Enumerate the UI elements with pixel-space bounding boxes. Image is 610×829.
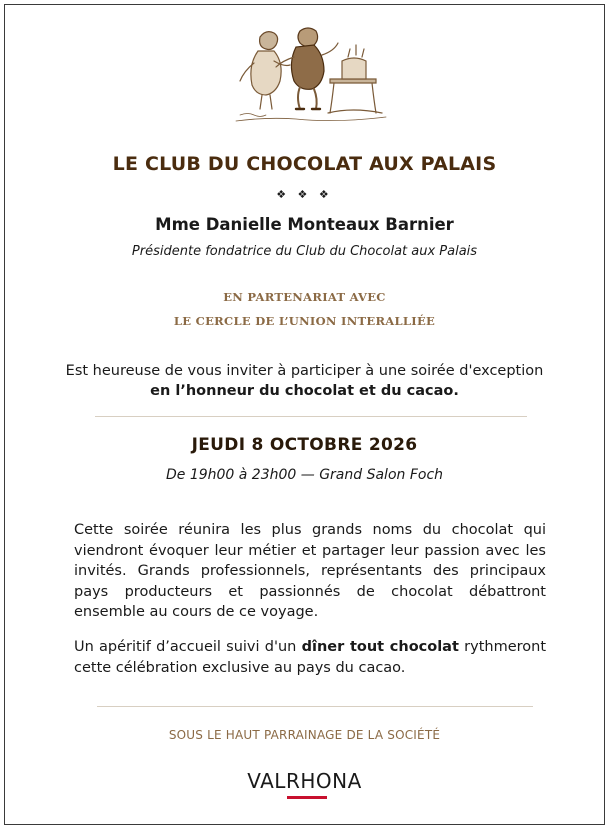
partner-name: LE CERCLE DE L’UNION INTERALLIÉE	[173, 314, 436, 328]
patronage-label: SOUS LE HAUT PARRAINAGE DE LA SOCIÉTÉ	[168, 728, 441, 742]
menu-text-start: Un apéritif d’accueil suivi d'un	[74, 639, 302, 655]
invitation-line: Est heureuse de vous inviter à participer à une soirée d'exception	[65, 363, 544, 379]
logo-text: VALRHONA	[247, 769, 362, 793]
description-paragraph: Cette soirée réunira les plus grands noms du chocolat qui viendront évoquer leur métier et partager leur passion avec les invités. Grands professionnels, représentants des principaux pays producteurs et passionnés de chocolat débattront ensemble au cours de ce voyage.	[74, 522, 546, 620]
divider-top	[95, 416, 527, 417]
logo-wordmark	[247, 769, 362, 799]
chocolatier-illustration-icon	[230, 17, 395, 129]
invitation-theme: en l’honneur du chocolat et du cacao.	[150, 383, 459, 399]
logo-accent-bar	[287, 796, 327, 799]
partnership-intro: EN PARTENARIAT AVEC	[223, 290, 386, 304]
menu-highlight: dîner tout chocolat	[301, 639, 459, 655]
club-title: LE CLUB DU CHOCOLAT AUX PALAIS	[112, 153, 497, 175]
host-role: Présidente fondatrice du Club du Chocolat aux Palais	[131, 244, 478, 259]
event-date: JEUDI 8 OCTOBRE 2026	[191, 435, 418, 455]
menu-paragraph	[74, 637, 546, 678]
ornament-divider: ❖ ❖ ❖	[276, 188, 333, 201]
menu-text-end: rythmeront cette célébration exclusive au pays du cacao.	[74, 639, 547, 676]
invitation-card	[4, 4, 605, 825]
host-name: Mme Danielle Monteaux Barnier	[155, 215, 454, 234]
divider-bottom	[97, 706, 533, 707]
valrhona-logo	[5, 769, 604, 799]
event-time-place: De 19h00 à 23h00 — Grand Salon Foch	[165, 467, 444, 483]
